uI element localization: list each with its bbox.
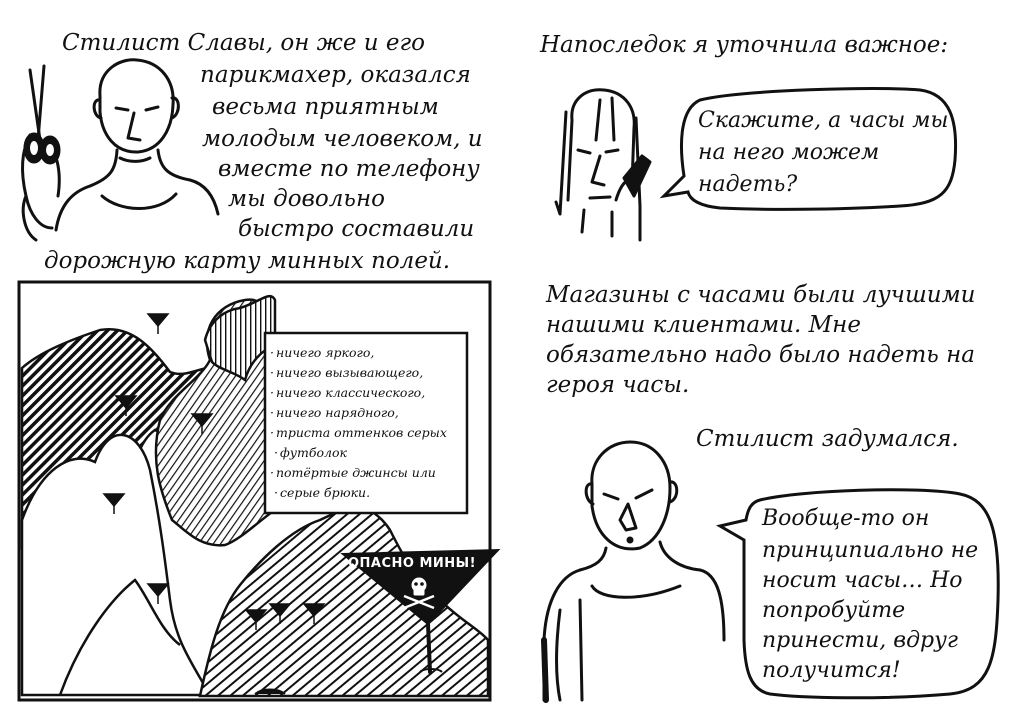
scissors-icon [25, 66, 59, 163]
panel1-caption-line: Стилист Славы, он же и его [62, 30, 425, 56]
dress-code-item: · ничего классического, [270, 383, 447, 403]
bubble-question-line: на него можем [698, 140, 880, 165]
panel2-caption: Напоследок я уточнила важное: [540, 32, 949, 58]
dress-code-item: · ничего нарядного, [270, 403, 447, 423]
panel1-caption-line: парикмахер, оказался [200, 62, 471, 88]
panel3-caption-line: Магазины с часами были лучшими [546, 282, 976, 308]
panel4-caption: Стилист задумался. [696, 426, 959, 452]
bubble-answer-line: носит часы… Но [762, 568, 963, 593]
panel1-caption-line: дорожную карту минных полей. [44, 248, 451, 274]
panel1-caption-line: мы довольно [228, 186, 385, 212]
dress-code-item: · ничего вызывающего, [270, 363, 447, 383]
dress-code-item: · потёртые джинсы или [270, 463, 447, 483]
panel1-caption-line: весьма приятным [212, 94, 439, 120]
panel1-caption-line: молодым человеком, и [202, 126, 483, 152]
danger-sign-label: ОПАСНО МИНЫ! [348, 556, 477, 571]
bubble-answer-line: получится! [762, 658, 901, 683]
woman-with-phone [556, 90, 650, 240]
bubble-answer-line: принципиально не [762, 538, 979, 563]
dress-code-list [270, 343, 447, 503]
bubble-answer-line: попробуйте [762, 598, 906, 623]
bubble-answer-line: Вообще-то он [762, 506, 930, 531]
panel3-caption-line: героя часы. [546, 372, 690, 398]
panel3-caption-line: обязательно надо было надеть на [546, 342, 975, 368]
dress-code-item: · ничего яркого, [270, 343, 447, 363]
bubble-answer-line: принести, вдруг [762, 628, 958, 653]
dress-code-item: · триста оттенков серых [270, 423, 447, 443]
panel1-caption-line: быстро составили [238, 216, 475, 242]
stylist-figure-2 [544, 442, 724, 700]
panel3-caption-line: нашими клиентами. Мне [546, 312, 861, 338]
dress-code-item: · серые брюки. [270, 483, 447, 503]
panel1-caption-line: вместе по телефону [218, 156, 480, 182]
dress-code-item: · футболок [270, 443, 447, 463]
bubble-question-line: Скажите, а часы мы [698, 108, 949, 133]
bubble-question-line: надеть? [698, 172, 798, 197]
